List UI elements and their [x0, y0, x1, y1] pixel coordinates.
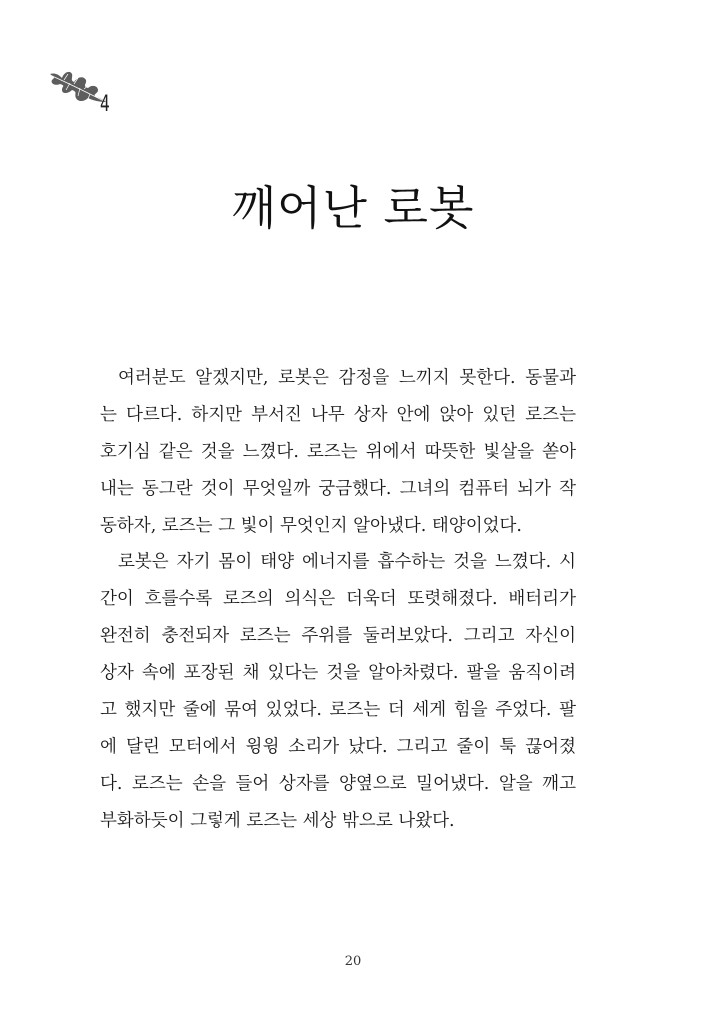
- body-line: 내는 동그란 것이 무엇일까 궁금했다. 그녀의 컴퓨터 뇌가 작: [100, 478, 576, 499]
- body-line: 간이 흐를수록 로즈의 의식은 더욱더 또렷해졌다. 배터리가: [100, 589, 576, 610]
- body-line: 완전히 충전되자 로즈는 주위를 둘러보았다. 그리고 자신이: [100, 626, 576, 647]
- chapter-body: [100, 360, 576, 840]
- body-line: 는 다르다. 하지만 부서진 나무 상자 안에 앉아 있던 로즈는: [100, 404, 576, 425]
- chapter-number: 4: [100, 92, 110, 117]
- chapter-title: 깨어난 로봇: [231, 181, 475, 235]
- body-line: 부화하듯이 그렇게 로즈는 세상 밖으로 나왔다.: [100, 810, 455, 831]
- body-line: 동하자, 로즈는 그 빛이 무엇인지 알아냈다. 태양이었다.: [100, 515, 522, 536]
- body-line: 에 달린 모터에서 윙윙 소리가 났다. 그리고 줄이 툭 끊어졌: [100, 736, 576, 757]
- body-line: 여러분도 알겠지만, 로봇은 감정을 느끼지 못한다. 동물과: [118, 368, 576, 388]
- body-line: 상자 속에 포장된 채 있다는 것을 알아차렸다. 팔을 움직이려: [100, 663, 576, 684]
- page-number: 20: [344, 954, 362, 969]
- body-line: 다. 로즈는 손을 들어 상자를 양옆으로 밀어냈다. 알을 깨고: [100, 773, 576, 794]
- body-line: 호기심 같은 것을 느꼈다. 로즈는 위에서 따뜻한 빛살을 쏟아: [100, 441, 576, 462]
- body-line: 고 했지만 줄에 묶여 있었다. 로즈는 더 세게 힘을 주었다. 팔: [100, 700, 576, 721]
- body-line: 로봇은 자기 몸이 태양 에너지를 흡수하는 것을 느꼈다. 시: [118, 552, 576, 573]
